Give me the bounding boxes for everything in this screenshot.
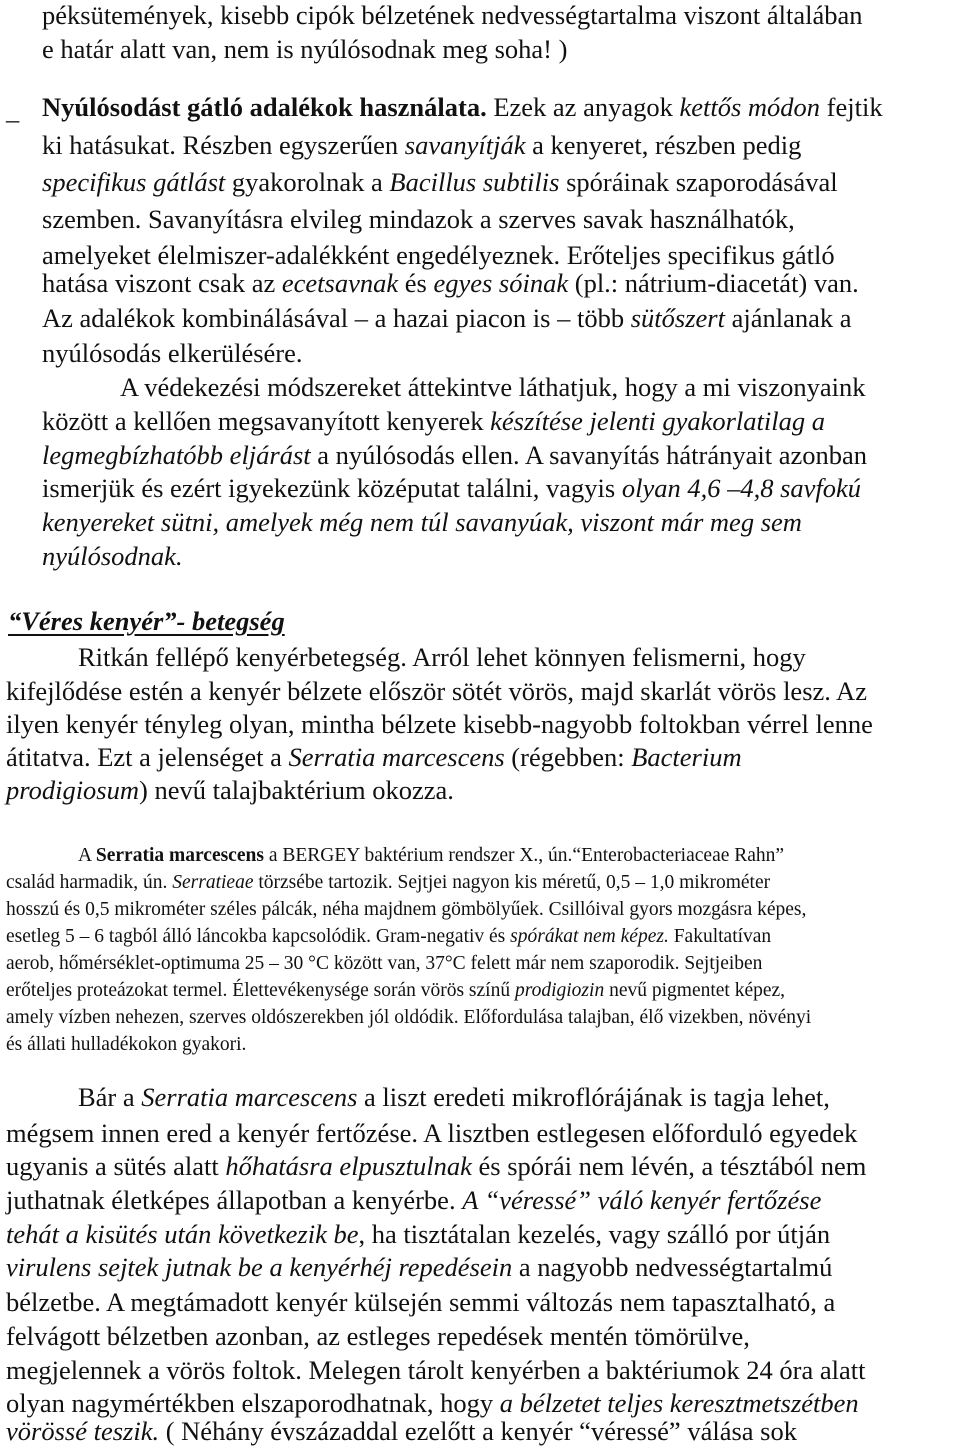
text-line: között a kellően megsavanyított kenyerek készítése jelenti gyakorlatilag a (42, 406, 826, 436)
text-line: nyúlósodnak. (42, 541, 183, 571)
text-line: és állati hulladékokon gyakori. (6, 1034, 247, 1055)
text-line: szemben. Savanyításra elvileg mindazok a szerves savak használhatók, (42, 204, 795, 234)
text-line: olyan nagymértékben elszaporodhatnak, hogy a bélzetet teljes keresztmetszétben (6, 1388, 859, 1418)
text-line: ki hatásukat. Részben egyszerűen savanyítják a kenyeret, részben pedig (42, 130, 802, 160)
text-line: prodigiosum) nevű talajbaktérium okozza. (6, 775, 454, 805)
text-line: felvágott bélzetben azonban, az estleges repedések mentén tömörülve, (6, 1321, 750, 1351)
text-line: kifejlődése estén a kenyér bélzete először sötét vörös, majd skarlát vörös lesz. Az (6, 676, 867, 706)
text-line: bélzetbe. A megtámadott kenyér külsején semmi változás nem tapasztalható, a (6, 1287, 836, 1317)
text-line: mégsem innen ered a kenyér fertőzése. A lisztben estlegesen előforduló egyedek (6, 1118, 858, 1148)
text-line: kenyereket sütni, amelyek még nem túl savanyúak, viszont már meg sem (42, 507, 802, 537)
text-line: legmegbízhatóbb eljárást a nyúlósodás ellen. A savanyítás hátrányait azonban (42, 440, 868, 470)
text-line: juthatnak életképes állapotban a kenyérbe. A “véressé” váló kenyér fertőzése (6, 1185, 822, 1215)
text-line: Bár a Serratia marcescens a liszt eredeti mikroflórájának is tagja lehet, (78, 1082, 830, 1112)
text-line: Ritkán fellépő kenyérbetegség. Arról lehet könnyen felismerni, hogy (78, 642, 806, 672)
bullet-dash: – (6, 104, 20, 134)
text-line: A Serratia marcescens a BERGEY baktérium rendszer X., ún.“Enterobacteriaceae Rahn” (78, 845, 785, 866)
text-line: aerob, hőmérséklet-optimuma 25 – 30 °C között van, 37°C felett már nem szaporodik. Sejtjeiben (6, 953, 763, 974)
bold-term: Nyúlósodást gátló adalékok használata. (42, 92, 487, 122)
section-heading: “Véres kenyér”- betegség (8, 606, 285, 636)
text-line: e határ alatt van, nem is nyúlósodnak meg soha! ) (42, 34, 568, 64)
text-line: vörössé teszik. ( Néhány évszázaddal ezelőtt a kenyér “véressé” válása sok (6, 1416, 797, 1446)
text-line: esetleg 5 – 6 tagból álló láncokba kapcsolódik. Gram-negativ és spórákat nem képez. Fakultatívan (6, 926, 772, 947)
text-line: péksütemények, kisebb cipók bélzetének nedvességtartalma viszont általában (42, 0, 863, 30)
text-line: tehát a kisütés után következik be, ha tisztátalan kezelés, vagy szálló por útján (6, 1219, 831, 1249)
text-line: átitatva. Ezt a jelenséget a Serratia marcescens (régebben: Bacterium (6, 742, 742, 772)
text-line: család harmadik, ún. Serratieae törzsébe tartozik. Sejtjei nagyon kis méretű, 0,5 – 1,0 mikrométer (6, 872, 771, 893)
text-line: nyúlósodás elkerülésére. (42, 338, 303, 368)
text-line: amelyeket élelmiszer-adalékként engedélyeznek. Erőteljes specifikus gátló (42, 240, 835, 270)
text-line: ilyen kenyér tényleg olyan, mintha bélzete kisebb-nagyobb foltokban vérrel lenne (6, 709, 873, 739)
text-line: ismerjük és ezért igyekezünk középutat találni, vagyis olyan 4,6 –4,8 savfokú (42, 473, 862, 503)
text-line: A védekezési módszereket áttekintve láthatjuk, hogy a mi viszonyaink (120, 372, 866, 402)
text-line: Nyúlósodást gátló adalékok használata. Ezek az anyagok kettős módon fejtik (42, 92, 883, 122)
text-line: specifikus gátlást gyakorolnak a Bacillus subtilis spóráinak szaporodásával (42, 167, 838, 197)
text-line: Az adalékok kombinálásával – a hazai piacon is – több sütőszert ajánlanak a (42, 303, 852, 333)
text-line: hatása viszont csak az ecetsavnak és egyes sóinak (pl.: nátrium-diacetát) van. (42, 268, 859, 298)
text-line: virulens sejtek jutnak be a kenyérhéj repedésein a nagyobb nedvességtartalmú (6, 1252, 833, 1282)
text-line: erőteljes proteázokat termel. Élettevékenysége során vörös színű prodigiozin nevű pigmentet képez, (6, 980, 786, 1001)
text-line: hosszú és 0,5 mikrométer széles pálcák, néha majdnem gömbölyűek. Csillóival gyors mozgásra képes, (6, 899, 807, 920)
text-line: ugyanis a sütés alatt hőhatásra elpusztulnak és spórái nem lévén, a tésztából nem (6, 1151, 867, 1181)
text-line: megjelennek a vörös foltok. Melegen tárolt kenyérben a baktériumok 24 óra alatt (6, 1355, 866, 1385)
text-line: amely vízben nehezen, szerves oldószerekben jól oldódik. Előfordulása talajban, élő vizekben, növényi (6, 1007, 812, 1028)
